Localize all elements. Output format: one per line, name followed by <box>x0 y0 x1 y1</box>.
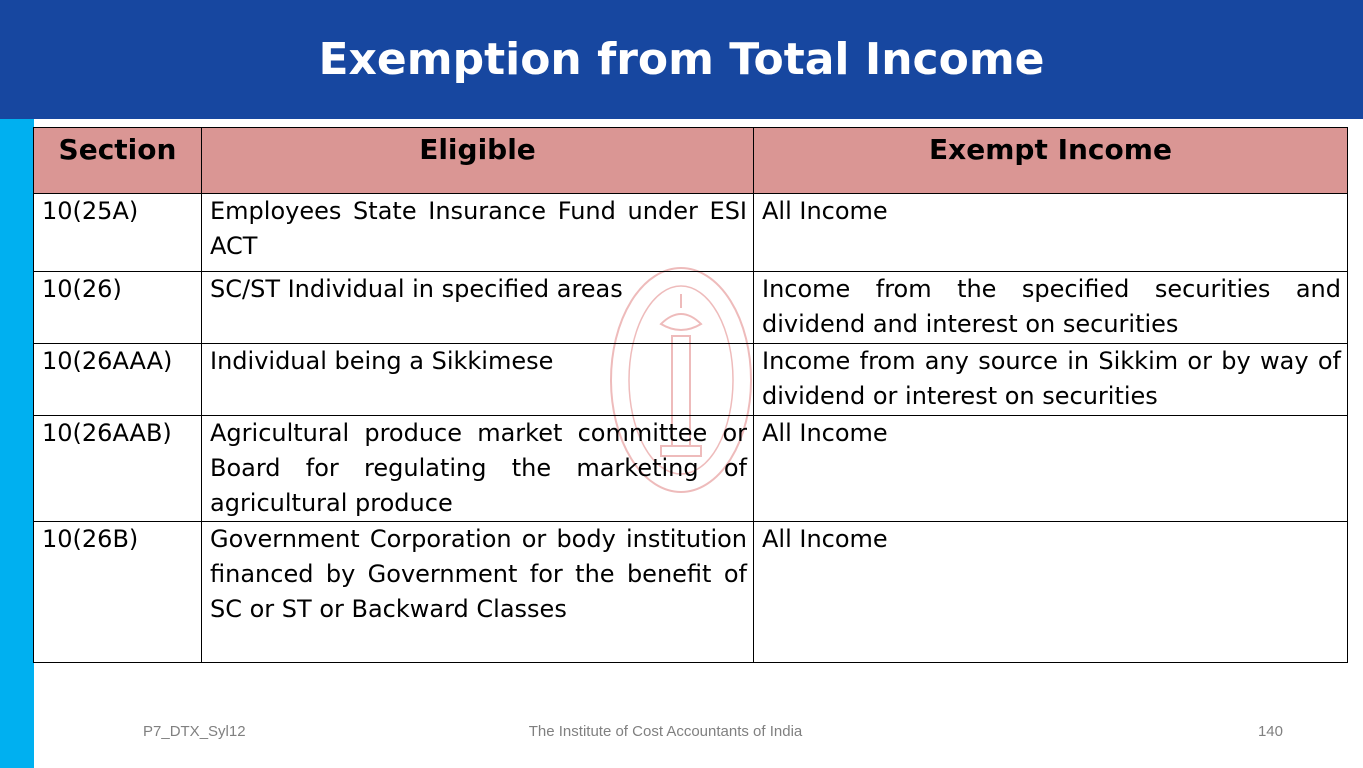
table-row <box>34 194 1348 272</box>
footer-institute-name: The Institute of Cost Accountants of India <box>528 723 803 740</box>
eligible-cell: Individual being a Sikkimese <box>202 344 754 416</box>
title-bar <box>0 0 1363 119</box>
section-cell: 10(25A) <box>34 194 202 272</box>
eligible-cell: SC/ST Individual in specified areas <box>202 272 754 344</box>
exemption-table <box>33 127 1348 663</box>
header-eligible: Eligible <box>202 128 754 194</box>
left-accent-bar <box>0 119 34 768</box>
exempt-income-cell: All Income <box>754 522 1348 663</box>
table-row <box>34 522 1348 663</box>
section-cell: 10(26) <box>34 272 202 344</box>
eligible-cell: Employees State Insurance Fund under ESI ACT <box>202 194 754 272</box>
exempt-income-cell: Income from any source in Sikkim or by way of dividend or interest on securities <box>754 344 1348 416</box>
exempt-income-cell: Income from the specified securities and dividend and interest on securities <box>754 272 1348 344</box>
section-cell: 10(26AAB) <box>34 416 202 522</box>
section-cell: 10(26AAA) <box>34 344 202 416</box>
header-exempt-income: Exempt Income <box>754 128 1348 194</box>
table-header-row <box>34 128 1348 194</box>
exempt-income-cell: All Income <box>754 194 1348 272</box>
table-row <box>34 344 1348 416</box>
eligible-cell: Agricultural produce market committee or Board for regulating the marketing of agricultural produce <box>202 416 754 522</box>
eligible-cell: Government Corporation or body institution financed by Government for the benefit of SC or ST or Backward Classes <box>202 522 754 663</box>
table-row <box>34 416 1348 522</box>
slide-title: Exemption from Total Income <box>318 34 1045 85</box>
exempt-income-cell: All Income <box>754 416 1348 522</box>
table-row <box>34 272 1348 344</box>
header-section: Section <box>34 128 202 194</box>
section-cell: 10(26B) <box>34 522 202 663</box>
page-number: 140 <box>1257 723 1283 740</box>
footer-left-label: P7_DTX_Syl12 <box>143 723 246 740</box>
